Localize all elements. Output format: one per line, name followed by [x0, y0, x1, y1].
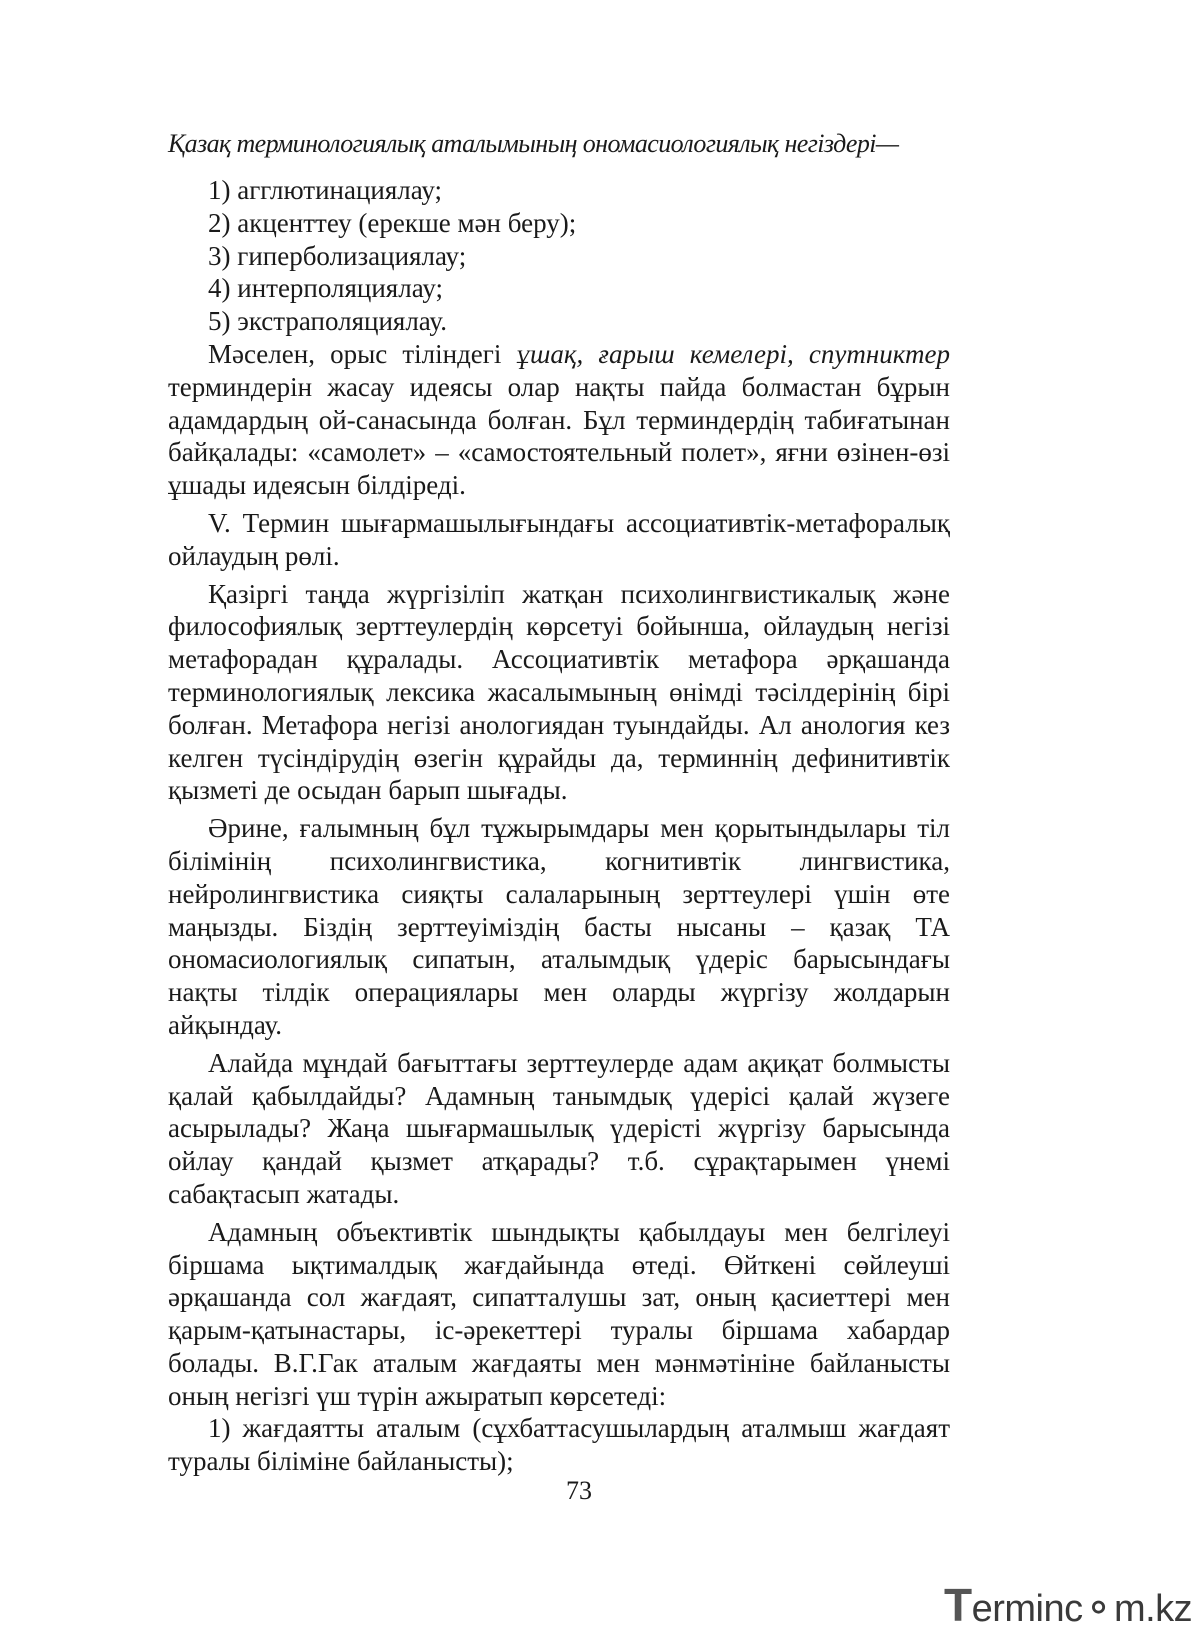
watermark-logo [944, 1578, 1192, 1632]
list-item: 3) гиперболизациялау; [208, 240, 467, 271]
list-item: 4) интерполяциялау; [208, 273, 443, 304]
paragraph-6: Адамның объективтік шындықты қабылдауы мен белгілеуі біршама ықтималдық жағдайында өтеді. Өйткені сөйлеуші əрқашанда сол жағдаят, сипатталушы зат, оның қасиеттері мен қарым-қатынастары, іс-əрекеттері туралы біршама хабардар болады. В.Г.Гак аталым жағдаяты мен мəнмəтініне байланысты оның негізгі үш түрін ажыратып көрсетеді: [168, 1216, 950, 1411]
list-item: 5) экстраполяциялау. [208, 306, 447, 337]
paragraph-1-end: терминдерін жасау идеясы олар нақты пайда болмастан бұрын адамдардың ой-санасында болған. Бұл терминдердің табиғатынан байқалады: «самолет» – «самостоятельный полет», яғни өзінен-өзі ұшады идеясын білдіреді. [168, 371, 950, 501]
body-text [168, 174, 950, 1478]
page [168, 128, 950, 1478]
watermark-initial: T [944, 1579, 972, 1631]
watermark-text: erminc⚬m.kz [971, 1588, 1192, 1630]
paragraph-3: Қазіргі таңда жүргізіліп жатқан психолингвистикалық жəне философиялық зерттеулердің көрсетуі бойынша, ойлаудың негізі метафорадан құралады. Ассоциативтік метафора əрқашанда терминологиялық лексика жасалымының өнімді тəсілдерінің бірі болған. Метафора негізі анологиядан туындайды. Ал анология кез келген түсіндірудің өзегін құрайды да, терминнің дефинитивтік қызметі де осыдан барып шығады. [168, 578, 950, 806]
running-header: Қазақ терминологиялық аталымының ономасиологиялық негіздері— [168, 129, 899, 158]
paragraph-5: Алайда мұндай бағыттағы зерттеулерде адам ақиқат болмысты қалай қабылдайды? Адамның танымдық үдерісі қалай жүзеге асырылады? Жаңа шығармашылық үдерісті жүргізу барысында ойлау қандай қызмет атқарады? т.б. сұрақтарымен үнемі сабақтасып жатады. [168, 1047, 950, 1209]
section-heading-v: V. Термин шығармашылығындағы ассоциативтік-метафоралық ойлаудың рөлі. [168, 507, 950, 571]
list-item: 1) жағдаятты аталым (сұхбаттасушылардың аталмыш жағдаят туралы біліміне байланысты); [168, 1413, 950, 1477]
list-item: 1) агглютинациялау; [208, 175, 443, 205]
paragraph-1-start: Мəселен, орыс тіліндегі [208, 338, 517, 369]
paragraph-4: Əрине, ғалымның бұл тұжырымдары мен қорытындылары тіл білімінің психолингвистика, когнитивтік лингвистика, нейролингвистика сияқты салаларының зерттеулері үшін өте маңызды. Біздің зерттеуіміздің басты нысаны – қазақ ТА ономасиологиялық сипатын, аталымдық үдеріс барысындағы нақты тілдік операциялары мен оларды жүргізу жолдарын айқындау. [168, 813, 950, 1040]
paragraph-1 [168, 338, 950, 502]
list-item: 2) акценттеу (ерекше мəн беру); [208, 207, 577, 238]
paragraph-1-italic-terms: ұшақ, ғарыш кемелері, спутниктер [516, 338, 951, 369]
page-number: 73 [566, 1476, 592, 1505]
